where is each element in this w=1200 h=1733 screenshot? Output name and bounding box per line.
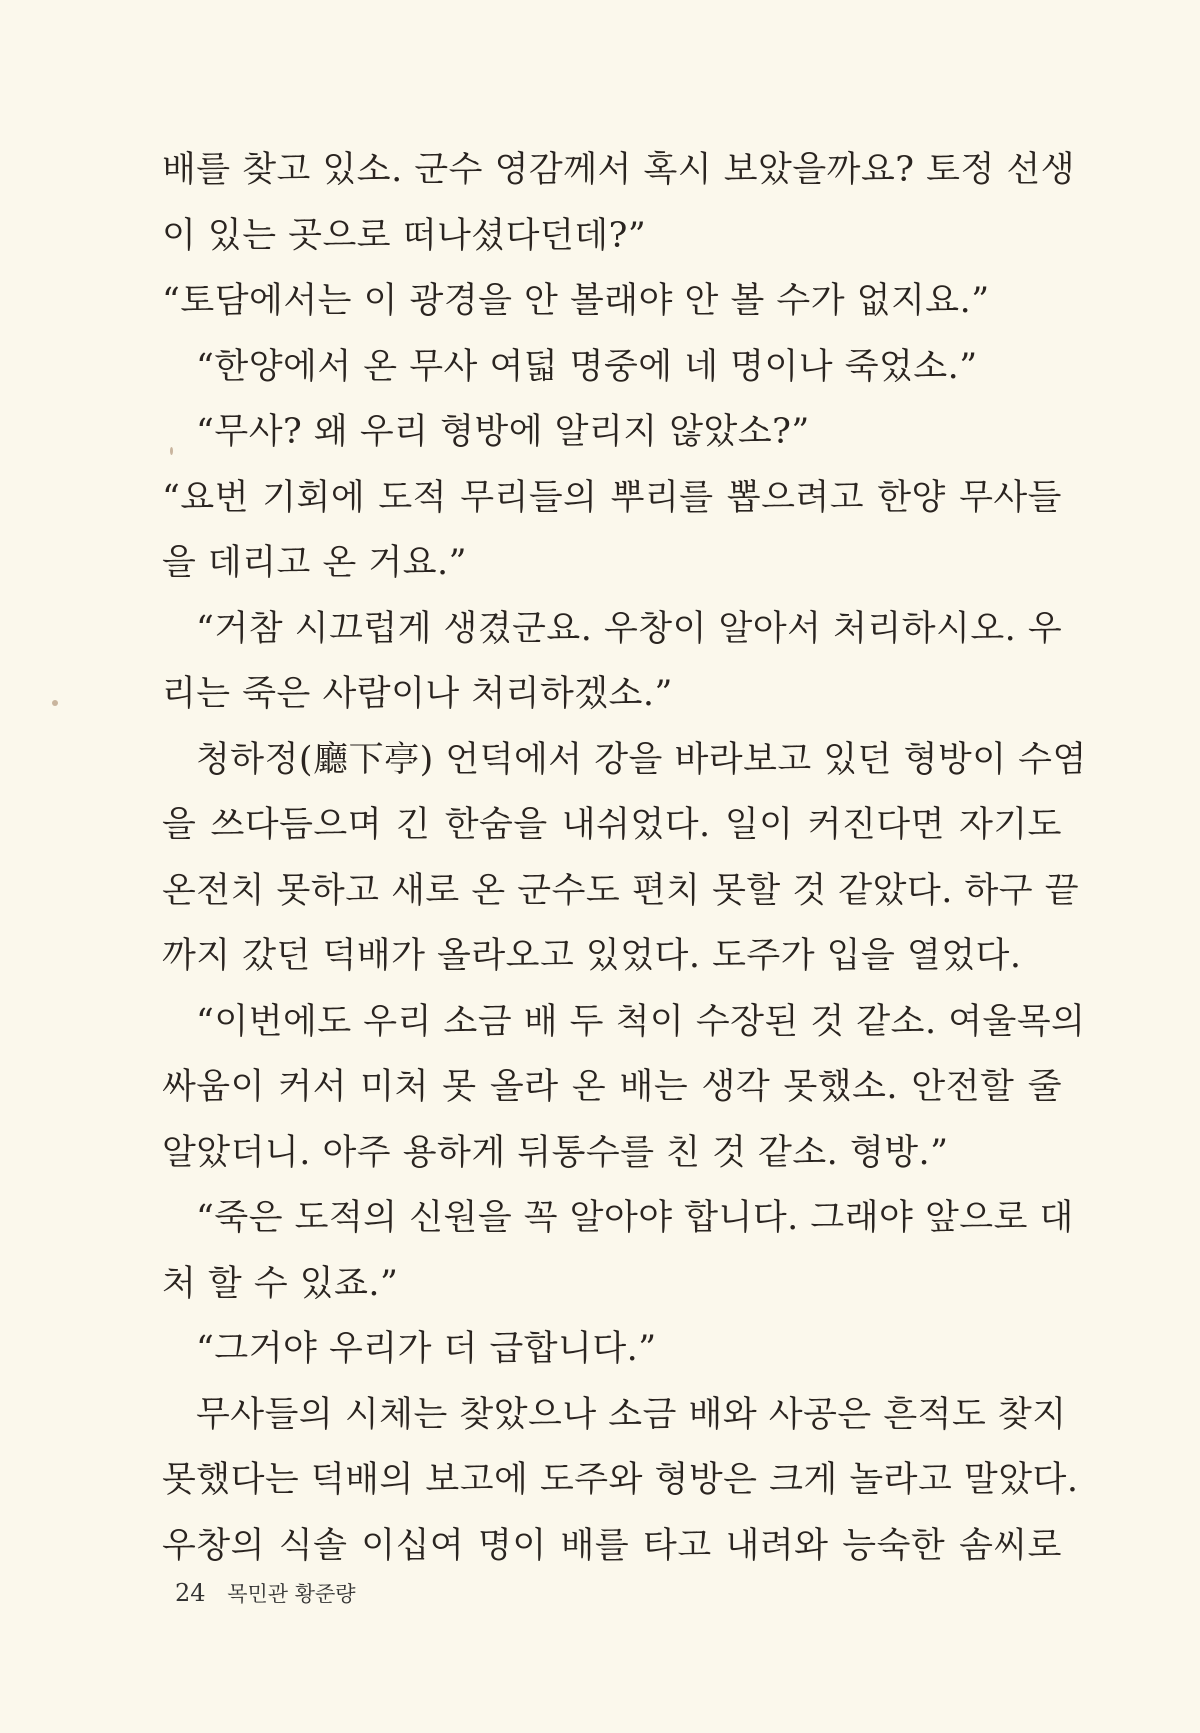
book-title: 목민관 황준량 xyxy=(227,1582,356,1606)
text-line: “한양에서 온 무사 여덟 명중에 네 명이나 죽었소.” xyxy=(196,346,978,387)
paper-speck xyxy=(170,447,173,455)
text-line: 무사들의 시체는 찾았으나 소금 배와 사공은 흔적도 찾지 xyxy=(196,1394,1067,1435)
text-line: “그거야 우리가 더 급합니다.” xyxy=(196,1329,657,1369)
text-line: 못했다는 덕배의 보고에 도주와 형방은 크게 놀라고 말았다. xyxy=(162,1460,1079,1500)
text-line: 배를 찾고 있소. 군수 영감께서 혹시 보았을까요? 토정 선생 xyxy=(162,150,1076,190)
text-line: 까지 갔던 덕배가 올라오고 있었다. 도주가 입을 열었다. xyxy=(162,936,1022,976)
text-line: “무사? 왜 우리 형방에 알리지 않았소?” xyxy=(196,412,810,452)
text-line: 리는 죽은 사람이나 처리하겠소.” xyxy=(162,674,673,714)
page-footer xyxy=(175,1578,356,1608)
text-line: “토담에서는 이 광경을 안 볼래야 안 볼 수가 없지요.” xyxy=(162,281,990,321)
text-line: 알았더니. 아주 용하게 뒤통수를 친 것 같소. 형방.” xyxy=(162,1132,949,1173)
text-line: 처 할 수 있죠.” xyxy=(162,1263,399,1304)
text-line: “이번에도 우리 소금 배 두 척이 수장된 것 같소. 여울목의 xyxy=(196,1001,1086,1042)
text-line: “죽은 도적의 신원을 꼭 알아야 합니다. 그래야 앞으로 대 xyxy=(196,1198,1074,1238)
page-number: 24 xyxy=(175,1579,206,1607)
text-line: 이 있는 곳으로 떠나셨다던데?” xyxy=(162,215,647,256)
text-line: “거참 시끄럽게 생겼군요. 우창이 알아서 처리하시오. 우 xyxy=(196,608,1063,649)
text-line: 청하정(廳下亭) 언덕에서 강을 바라보고 있던 형방이 수염 xyxy=(196,739,1087,780)
text-line: 온전치 못하고 새로 온 군수도 편치 못할 것 같았다. 하구 끝 xyxy=(162,870,1080,911)
body-text xyxy=(162,138,1087,1579)
text-line: “요번 기회에 도적 무리들의 뿌리를 뽑으려고 한양 무사들 xyxy=(162,477,1062,518)
text-line: 을 쓰다듬으며 긴 한숨을 내쉬었다. 일이 커진다면 자기도 xyxy=(162,805,1062,845)
text-line: 을 데리고 온 거요.” xyxy=(162,543,468,583)
paper-speck xyxy=(52,700,58,706)
text-line: 우창의 식솔 이십여 명이 배를 타고 내려와 능숙한 솜씨로 xyxy=(162,1525,1062,1566)
text-line: 싸움이 커서 미처 못 올라 온 배는 생각 못했소. 안전할 줄 xyxy=(162,1067,1062,1107)
